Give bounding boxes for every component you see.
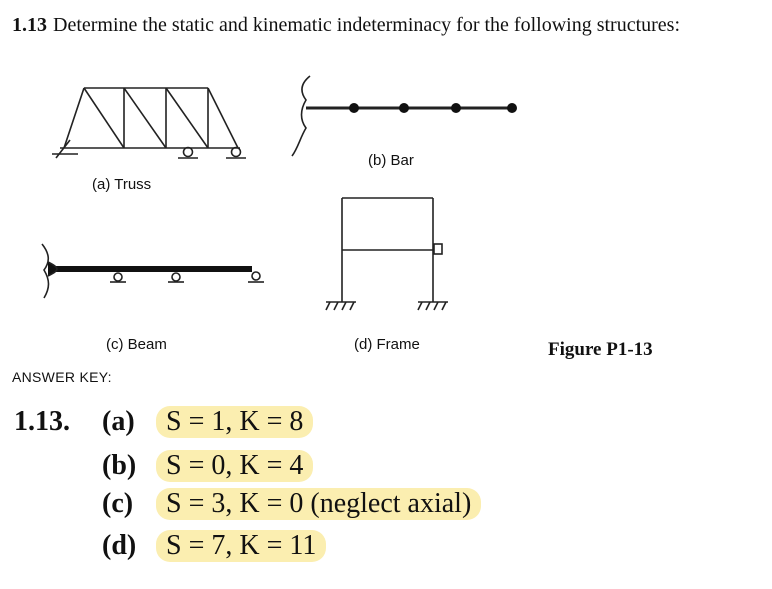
problem-number: 1.13 — [12, 14, 47, 36]
answer-label-a: (a) — [102, 406, 135, 437]
answer-key-heading: ANSWER KEY: — [12, 369, 112, 385]
answer-row-b — [102, 450, 313, 482]
bar-caption: (b) Bar — [368, 152, 414, 169]
answer-text-b: S = 0, K = 4 — [156, 450, 313, 482]
answer-label-c: (c) — [102, 488, 134, 519]
frame-caption: (d) Frame — [354, 336, 420, 353]
answer-label-b: (b) — [102, 450, 137, 481]
answer-text-a: S = 1, K = 8 — [156, 406, 313, 438]
answer-label-d: (d) — [102, 530, 137, 561]
beam-caption: (c) Beam — [106, 336, 167, 353]
problem-text: Determine the static and kinematic indeterminacy for the following structures: — [53, 14, 681, 36]
truss-drawing — [52, 88, 246, 158]
frame-drawing — [326, 198, 448, 310]
figure-label: Figure P1-13 — [548, 339, 653, 360]
answer-row-c — [102, 488, 481, 520]
answer-row-a — [102, 406, 313, 438]
bar-drawing — [292, 76, 517, 156]
truss-caption: (a) Truss — [92, 176, 152, 193]
answer-row-d — [102, 530, 326, 562]
beam-drawing — [42, 244, 264, 298]
answer-text-c: S = 3, K = 0 (neglect axial) — [156, 488, 481, 520]
answer-number: 1.13. — [14, 406, 70, 437]
answer-text-d: S = 7, K = 11 — [156, 530, 326, 562]
